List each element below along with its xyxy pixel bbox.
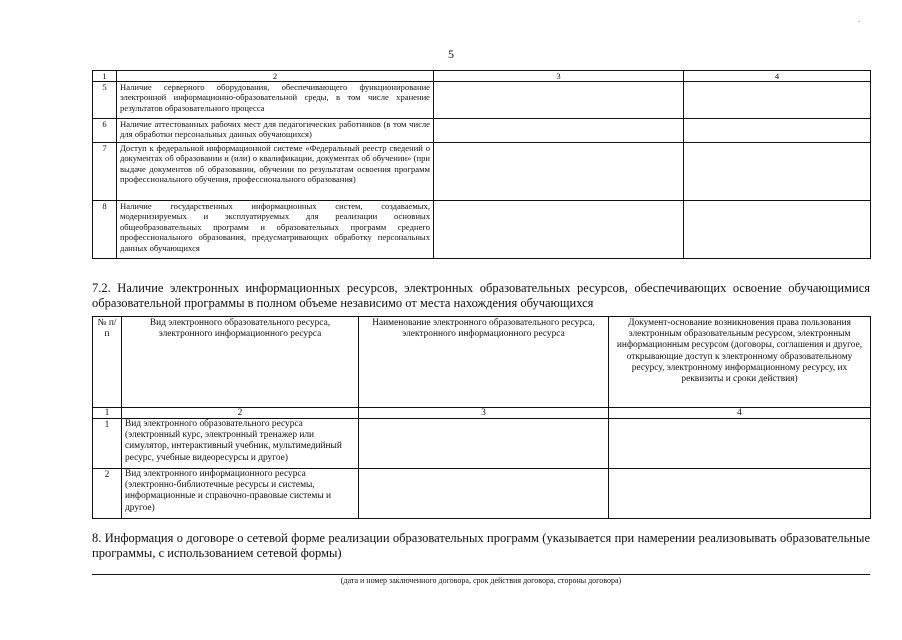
fill-line-caption: (дата и номер заключенного договора, срок действия договора, стороны договора) <box>340 576 622 585</box>
row-number: 7 <box>93 143 117 201</box>
table-row <box>93 469 871 519</box>
header-cell: 1 <box>93 71 117 82</box>
cell-col3 <box>434 119 684 143</box>
row-description: Вид электронного образовательного ресурса (электронный курс, электронный тренажер или симулятор, интерактивный учебник, мультимедийный ресурс, учебные видеоресурсы и другое) <box>122 419 359 469</box>
column-index-row <box>93 408 871 419</box>
header-resource-type: Вид электронного образовательного ресурса, электронного информационного ресурса <box>122 317 359 408</box>
header-cell: 2 <box>117 71 434 82</box>
row-description: Наличие государственных информационных систем, создаваемых, модернизируемых и эксплуатируемых для реализации основных общеобразовательных программ и образовательных программ среднего профессионального образования, предусматривающих обработку персональных данных обучающихся <box>117 201 434 259</box>
index-cell: 3 <box>359 408 609 419</box>
header-cell: 4 <box>684 71 871 82</box>
table-row <box>93 419 871 469</box>
header-resource-name: Наименование электронного образовательного ресурса, электронного информационного ресурса <box>359 317 609 408</box>
row-description: Доступ к федеральной информационной системе «Федеральный реестр сведений о документах об образовании и (или) о квалификации, документах об обучении» (при выдаче документов об образовании, обучении по результатам освоения программ профессионального обучения, профессионального образования) <box>117 143 434 201</box>
index-cell: 4 <box>609 408 871 419</box>
cell-col4 <box>684 143 871 201</box>
cell-col3 <box>434 201 684 259</box>
table-row <box>93 143 871 201</box>
row-number: 1 <box>93 419 122 469</box>
cell-col3 <box>434 82 684 119</box>
header-number: № п/п <box>93 317 122 408</box>
cell-col3 <box>359 419 609 469</box>
corner-mark: . <box>858 14 861 24</box>
cell-col4 <box>684 201 871 259</box>
table-header-row <box>93 71 871 82</box>
equipment-table <box>92 70 871 259</box>
contract-fill-line[interactable] <box>92 574 870 575</box>
cell-col4 <box>684 119 871 143</box>
table-row <box>93 119 871 143</box>
row-description: Наличие серверного оборудования, обеспечивающего функционирование электронной информационно-образовательной среды, в том числе хранение результатов образовательного процесса <box>117 82 434 119</box>
table-row <box>93 201 871 259</box>
row-number: 6 <box>93 119 117 143</box>
row-number: 8 <box>93 201 117 259</box>
cell-col3 <box>359 469 609 519</box>
row-number: 2 <box>93 469 122 519</box>
row-description: Вид электронного информационного ресурса (электронно-библиотечные ресурсы и системы, информационные и справочно-правовые системы и другое) <box>122 469 359 519</box>
cell-col4 <box>684 82 871 119</box>
row-description: Наличие аттестованных рабочих мест для педагогических работников (в том числе для обработки персональных данных обучающихся) <box>117 119 434 143</box>
index-cell: 1 <box>93 408 122 419</box>
electronic-resources-table <box>92 316 871 519</box>
section-8-heading: 8. Информация о договоре о сетевой форме реализации образовательных программ (указывается при намерении реализовывать образовательные программы, с использованием сетевой формы) <box>92 531 870 560</box>
page-number: 5 <box>448 47 454 61</box>
cell-col4 <box>609 419 871 469</box>
header-cell: 3 <box>434 71 684 82</box>
row-number: 5 <box>93 82 117 119</box>
table-row <box>93 82 871 119</box>
section-7-2-heading: 7.2. Наличие электронных информационных ресурсов, электронных образовательных ресурсов, обеспечивающих освоение обучающимися образовательной программы в полном объеме независимо от места нахождения обучающихся <box>92 281 870 310</box>
table-header-row <box>93 317 871 408</box>
cell-col4 <box>609 469 871 519</box>
index-cell: 2 <box>122 408 359 419</box>
cell-col3 <box>434 143 684 201</box>
header-basis-document: Документ-основание возникновения права пользования электронным образовательным ресурсом, электронным информационным ресурсом (договоры, соглашения и другое, открывающие доступ к электронному образовательному ресурсу, электронному информационному ресурсу, их реквизиты и сроки действия) <box>609 317 871 408</box>
